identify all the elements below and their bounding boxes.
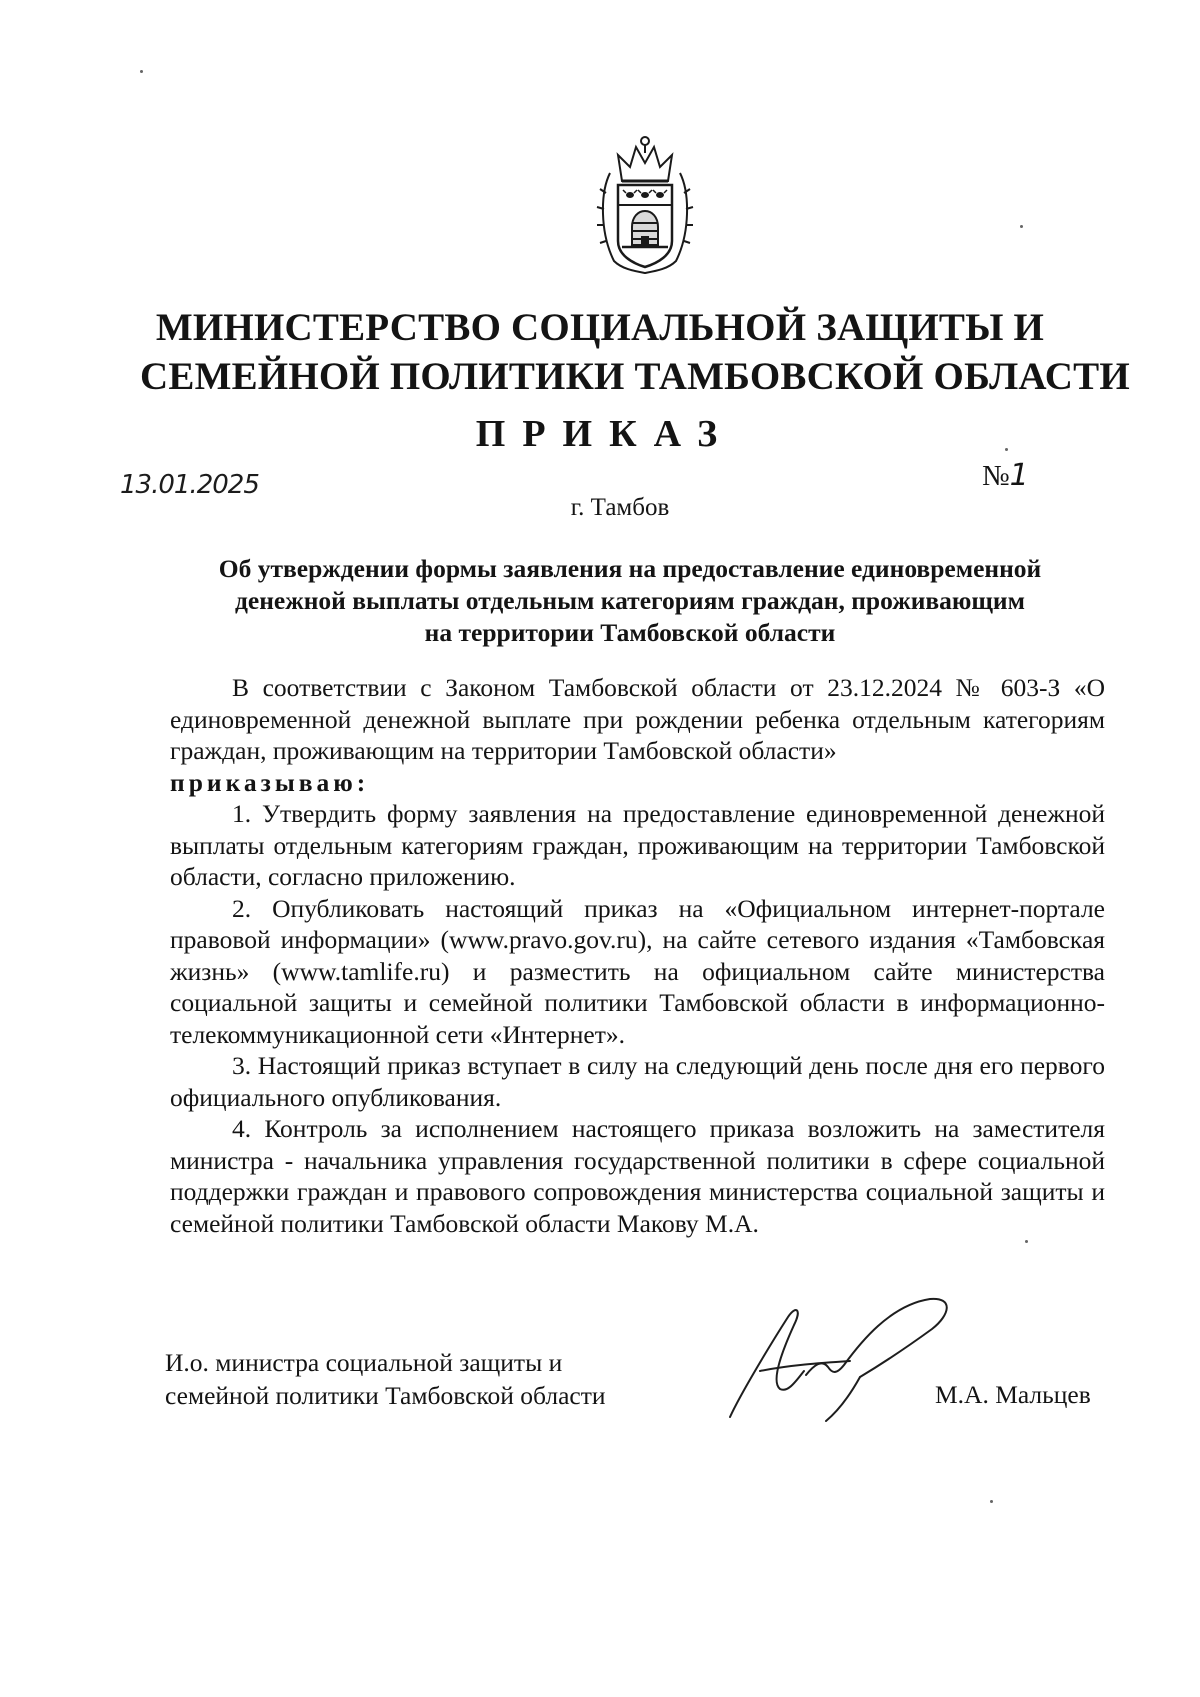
- signatory-position-line1: И.о. министра социальной защиты и: [165, 1348, 563, 1377]
- subject-line2: денежной выплаты отдельным категориям граждан, проживающим: [235, 586, 1025, 615]
- coat-of-arms-emblem: [592, 133, 698, 277]
- subject-line3: на территории Тамбовской области: [424, 618, 836, 647]
- ministry-title-line2: СЕМЕЙНОЙ ПОЛИТИКИ ТАМБОВСКОЙ ОБЛАСТИ: [140, 355, 1130, 398]
- signatory-position: [165, 1346, 606, 1412]
- city-label: г. Тамбов: [570, 494, 670, 521]
- order-item-2: 2. Опубликовать настоящий приказ на «Официальном интернет-портале правовой информации» (www.pravo.gov.ru), на сайте сетевого издания «Тамбовская жизнь» (www.tamlife.ru) и разместить на официальном сайте министерства социальной защиты и семейной политики Тамбовской области в информационно-телекоммуникационной сети «Интернет».: [170, 893, 1105, 1049]
- scan-speck: [1005, 448, 1008, 451]
- ministry-title: [140, 303, 1130, 401]
- scan-speck: [1020, 225, 1023, 228]
- handwritten-date: 13.01.2025: [120, 470, 259, 500]
- preamble-paragraph: [170, 672, 1105, 798]
- order-item-3: 3. Настоящий приказ вступает в силу на следующий день после дня его первого официального опубликования.: [170, 1051, 1105, 1112]
- order-body: [170, 672, 1105, 1239]
- signatory-name: М.А. Мальцев: [935, 1380, 1091, 1409]
- number-label: №: [982, 460, 1010, 492]
- order-item-1: 1. Утвердить форму заявления на предоставление единовременной денежной выплаты отдельным категориям граждан, проживающим на территории Тамбовской области, согласно приложению.: [170, 799, 1105, 891]
- subject-line1: Об утверждении формы заявления на предоставление единовременной: [218, 554, 1042, 583]
- document-type-heading: ПРИКАЗ: [475, 413, 735, 455]
- scan-speck: [990, 1500, 993, 1503]
- scan-speck: [140, 70, 143, 73]
- order-item-4: 4. Контроль за исполнением настоящего приказа возложить на заместителя министра - начальника управления государственной политики в сфере социальной поддержки граждан и правового сопровождения министерства социальной защиты и семейной политики Тамбовской области Макову М.А.: [170, 1114, 1105, 1238]
- handwritten-number: 1: [1009, 458, 1029, 493]
- ministry-title-line1: МИНИСТЕРСТВО СОЦИАЛЬНОЙ ЗАЩИТЫ И: [155, 306, 1045, 349]
- scan-speck: [1025, 1240, 1028, 1243]
- signatory-position-line2: семейной политики Тамбовской области: [165, 1381, 606, 1410]
- order-word: приказываю:: [170, 767, 370, 797]
- order-subject: [170, 553, 1090, 649]
- order-number: [982, 458, 1029, 493]
- preamble-text: В соответствии с Законом Тамбовской области от 23.12.2024 № 603-З «О единовременной денежной выплате при рождении ребенка отдельным категориям граждан, проживающим на территории Тамбовской области»: [170, 673, 1105, 765]
